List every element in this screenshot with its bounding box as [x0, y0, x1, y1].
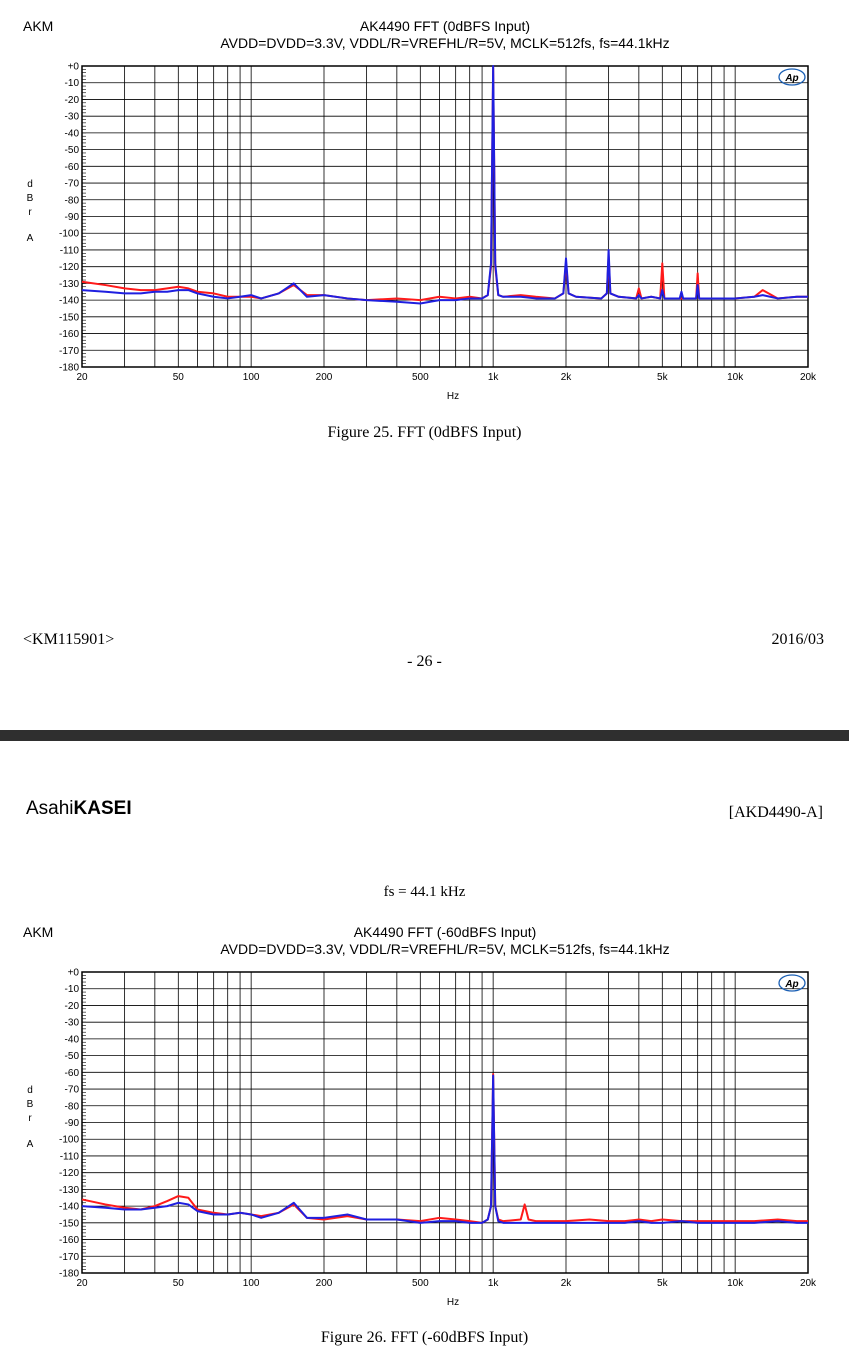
y-tick-label: -50: [64, 1051, 79, 1063]
ap-badge-text: Ap: [785, 979, 799, 990]
y-tick-label: -120: [58, 262, 79, 274]
chart-title-top: [150, 18, 740, 52]
y-tick-label: -10: [64, 984, 79, 996]
y-tick-label: -150: [58, 1218, 79, 1230]
y-axis-label-char: B: [26, 1099, 34, 1111]
series-line-red: [82, 68, 808, 300]
grid-0: [82, 66, 808, 367]
y-tick-label: +0: [67, 967, 79, 979]
x-tick-label: 200: [315, 1278, 333, 1289]
y-tick-label: -110: [59, 1151, 79, 1163]
x-tick-label: 500: [411, 1278, 429, 1289]
x-tick-label: 200: [315, 372, 333, 383]
x-tick-label: 10k: [727, 372, 744, 383]
chart-title-line1-top: AK4490 FFT (0dBFS Input): [359, 18, 531, 34]
y-tick-label: -130: [58, 278, 79, 290]
y-tick-label: -90: [64, 212, 79, 223]
y-tick-label: -50: [64, 145, 79, 157]
x-tick-label: 20: [76, 372, 88, 383]
figure-caption-26: Figure 26. FFT (-60dBFS Input): [320, 1329, 529, 1346]
y-tick-label: -100: [58, 1134, 79, 1146]
x-tick-label: 500: [411, 372, 429, 383]
x-tick-label: 20: [76, 1278, 88, 1289]
y-tick-label: -20: [64, 94, 79, 106]
y-axis-label-char: d: [27, 1085, 33, 1097]
doc-id: [AKD4490-A]: [728, 804, 823, 821]
fft-chart-minus60dbfs: [0, 961, 849, 1311]
chart-title-bottom: [150, 924, 740, 958]
x-tick-label: 5k: [657, 1278, 668, 1289]
y-tick-label: -20: [64, 1000, 79, 1012]
y-tick-label: -40: [64, 128, 79, 140]
x-tick-label: 10k: [727, 1278, 744, 1289]
y-tick-label: -140: [58, 1201, 79, 1213]
chart-brand-top: AKM: [23, 18, 54, 34]
y-tick-label: -110: [59, 245, 79, 257]
y-axis-label-char: A: [26, 1139, 34, 1151]
page-number: - 26 -: [407, 653, 442, 670]
x-tick-label: 100: [242, 372, 260, 383]
logo-asahi: Asahi: [26, 798, 74, 819]
x-axis-label: Hz: [446, 391, 460, 402]
y-tick-label: -170: [58, 1251, 79, 1263]
y-axis-label-char: B: [26, 193, 34, 205]
y-tick-label: -90: [64, 1118, 79, 1129]
asahi-kasei-logo: [26, 798, 132, 820]
y-tick-label: -120: [58, 1168, 79, 1180]
y-tick-label: -150: [58, 312, 79, 324]
y-axis-label-char: r: [28, 207, 32, 219]
chart-title-line2-top: AVDD=DVDD=3.3V, VDDL/R=VREFHL/R=5V, MCLK=512fs, fs=44.1kHz: [220, 35, 670, 51]
y-tick-label: -70: [64, 178, 79, 190]
y-tick-label: -170: [58, 345, 79, 357]
chart-title-line1-bottom: AK4490 FFT (-60dBFS Input): [353, 924, 537, 940]
x-axis-label: Hz: [446, 1297, 460, 1308]
chart-brand-bottom: AKM: [23, 924, 54, 940]
series-line-red: [82, 1074, 808, 1223]
doc-code: <KM115901>: [23, 631, 115, 648]
y-tick-label: +0: [67, 61, 79, 73]
x-tick-label: 1k: [487, 1278, 499, 1289]
y-tick-label: -70: [64, 1084, 79, 1096]
x-tick-label: 100: [242, 1278, 260, 1289]
x-tick-label: 1k: [487, 372, 499, 383]
y-tick-label: -100: [58, 228, 79, 240]
x-tick-label: 20k: [799, 1278, 817, 1289]
x-tick-label: 5k: [657, 372, 668, 383]
ap-badge: [779, 69, 805, 85]
logo-kasei: KASEI: [73, 798, 132, 819]
doc-date: 2016/03: [771, 631, 824, 648]
y-tick-label: -180: [58, 1268, 79, 1280]
series-line-blue: [82, 66, 808, 303]
y-tick-label: -10: [64, 78, 79, 90]
y-axis-label-char: A: [26, 233, 34, 245]
y-tick-label: -80: [64, 1101, 79, 1113]
x-tick-label: 50: [172, 372, 184, 383]
y-tick-label: -30: [64, 111, 79, 123]
y-tick-label: -60: [64, 161, 79, 173]
chart-title-line2-bottom: AVDD=DVDD=3.3V, VDDL/R=VREFHL/R=5V, MCLK=512fs, fs=44.1kHz: [220, 941, 670, 957]
x-tick-label: 50: [172, 1278, 184, 1289]
y-axis-label-char: r: [28, 1113, 32, 1125]
section-note: fs = 44.1 kHz: [383, 884, 466, 900]
y-tick-label: -130: [58, 1184, 79, 1196]
ap-badge-text: Ap: [785, 73, 799, 84]
y-tick-label: -30: [64, 1017, 79, 1029]
y-tick-label: -180: [58, 362, 79, 374]
y-tick-label: -160: [58, 1235, 79, 1247]
figure-caption-25: Figure 25. FFT (0dBFS Input): [327, 424, 522, 441]
y-tick-label: -40: [64, 1034, 79, 1046]
x-tick-label: 20k: [799, 372, 817, 383]
x-tick-label: 2k: [560, 1278, 572, 1289]
y-tick-label: -160: [58, 329, 79, 341]
page-divider: [0, 730, 849, 741]
x-tick-label: 2k: [560, 372, 572, 383]
y-tick-label: -140: [58, 295, 79, 307]
grid-1: [82, 972, 808, 1273]
fft-chart-0dbfs: [0, 55, 849, 405]
y-tick-label: -60: [64, 1067, 79, 1079]
y-tick-label: -80: [64, 195, 79, 207]
y-axis-label-char: d: [27, 179, 33, 191]
ap-badge: [779, 975, 805, 991]
